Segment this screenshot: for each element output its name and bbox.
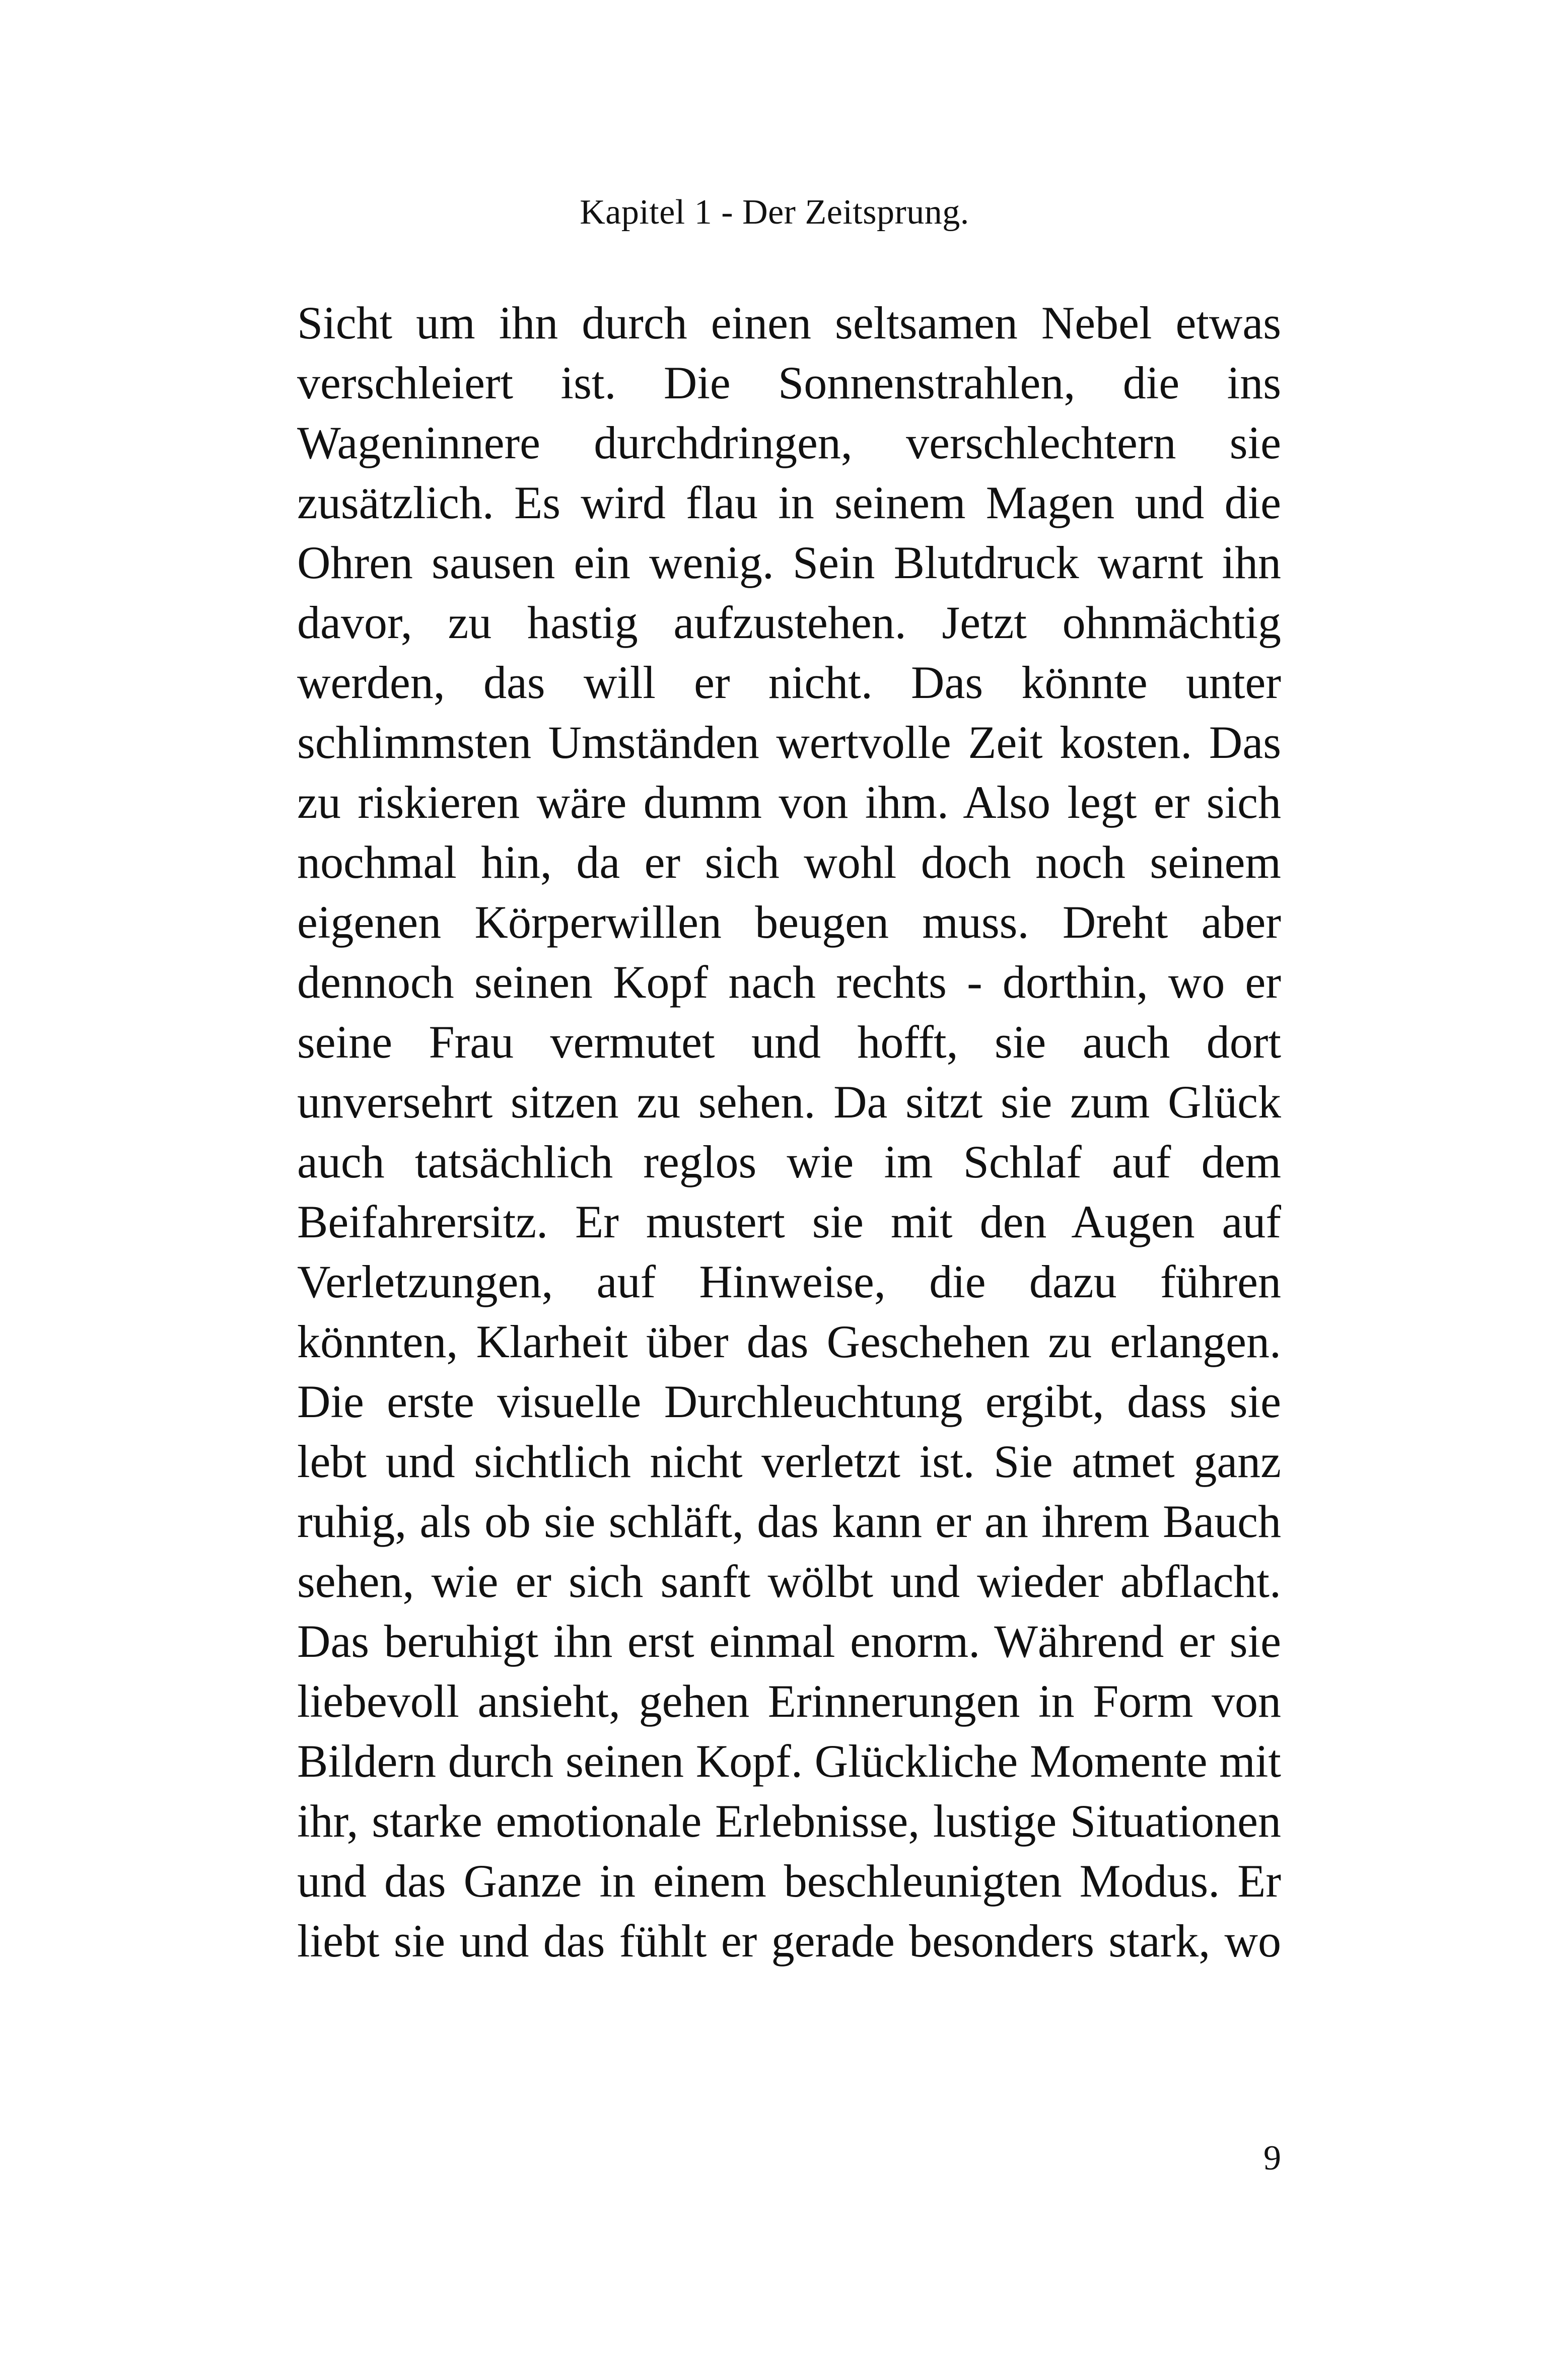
text-line: auch tatsächlich reglos wie im Schlaf auf dem bbox=[297, 1136, 1281, 1187]
text-line: eigenen Körperwillen beugen muss. Dreht aber bbox=[297, 896, 1281, 948]
text-line: zu riskieren wäre dumm von ihm. Also legt er sich bbox=[297, 777, 1281, 828]
text-line: Ohren sausen ein wenig. Sein Blutdruck warnt ihn bbox=[297, 537, 1281, 588]
text-line: Verletzungen, auf Hinweise, die dazu führen bbox=[297, 1256, 1281, 1307]
text-line: seine Frau vermutet und hofft, sie auch dort bbox=[297, 1016, 1281, 1068]
text-line: nochmal hin, da er sich wohl doch noch seinem bbox=[297, 836, 1281, 888]
text-line: liebt sie und das fühlt er gerade besonders stark, wo bbox=[297, 1915, 1281, 1967]
body-text bbox=[297, 293, 1281, 1971]
text-line: Die erste visuelle Durchleuchtung ergibt, dass sie bbox=[297, 1376, 1281, 1427]
text-line: dennoch seinen Kopf nach rechts - dorthin, wo er bbox=[297, 956, 1281, 1008]
text-line: Wageninnere durchdringen, verschlechtern sie bbox=[297, 417, 1281, 468]
page-number: 9 bbox=[1263, 2139, 1281, 2178]
running-header: Kapitel 1 - Der Zeitsprung. bbox=[580, 193, 969, 232]
text-line: Sicht um ihn durch einen seltsamen Nebel etwas bbox=[297, 297, 1281, 348]
text-line: schlimmsten Umständen wertvolle Zeit kosten. Das bbox=[297, 717, 1281, 768]
text-line: unversehrt sitzen zu sehen. Da sitzt sie zum Glück bbox=[297, 1076, 1281, 1128]
text-line: zusätzlich. Es wird flau in seinem Magen und die bbox=[297, 477, 1281, 528]
text-line: liebevoll ansieht, gehen Erinnerungen in Form von bbox=[297, 1675, 1281, 1727]
text-line: könnten, Klarheit über das Geschehen zu erlangen. bbox=[297, 1316, 1281, 1367]
text-line: sehen, wie er sich sanft wölbt und wieder abflacht. bbox=[297, 1556, 1281, 1607]
text-line: lebt und sichtlich nicht verletzt ist. Sie atmet ganz bbox=[297, 1436, 1281, 1487]
text-line: Bildern durch seinen Kopf. Glückliche Momente mit bbox=[297, 1735, 1281, 1787]
text-line: verschleiert ist. Die Sonnenstrahlen, die ins bbox=[297, 357, 1281, 408]
text-line: Das beruhigt ihn erst einmal enorm. Während er sie bbox=[297, 1616, 1281, 1667]
text-line: davor, zu hastig aufzustehen. Jetzt ohnmächtig bbox=[297, 597, 1281, 648]
text-line: und das Ganze in einem beschleunigten Modus. Er bbox=[297, 1855, 1281, 1907]
text-line: Beifahrersitz. Er mustert sie mit den Augen auf bbox=[297, 1196, 1281, 1247]
text-line: werden, das will er nicht. Das könnte unter bbox=[297, 657, 1281, 708]
text-line: ihr, starke emotionale Erlebnisse, lustige Situationen bbox=[297, 1795, 1281, 1847]
text-line: ruhig, als ob sie schläft, das kann er an ihrem Bauch bbox=[297, 1496, 1281, 1547]
